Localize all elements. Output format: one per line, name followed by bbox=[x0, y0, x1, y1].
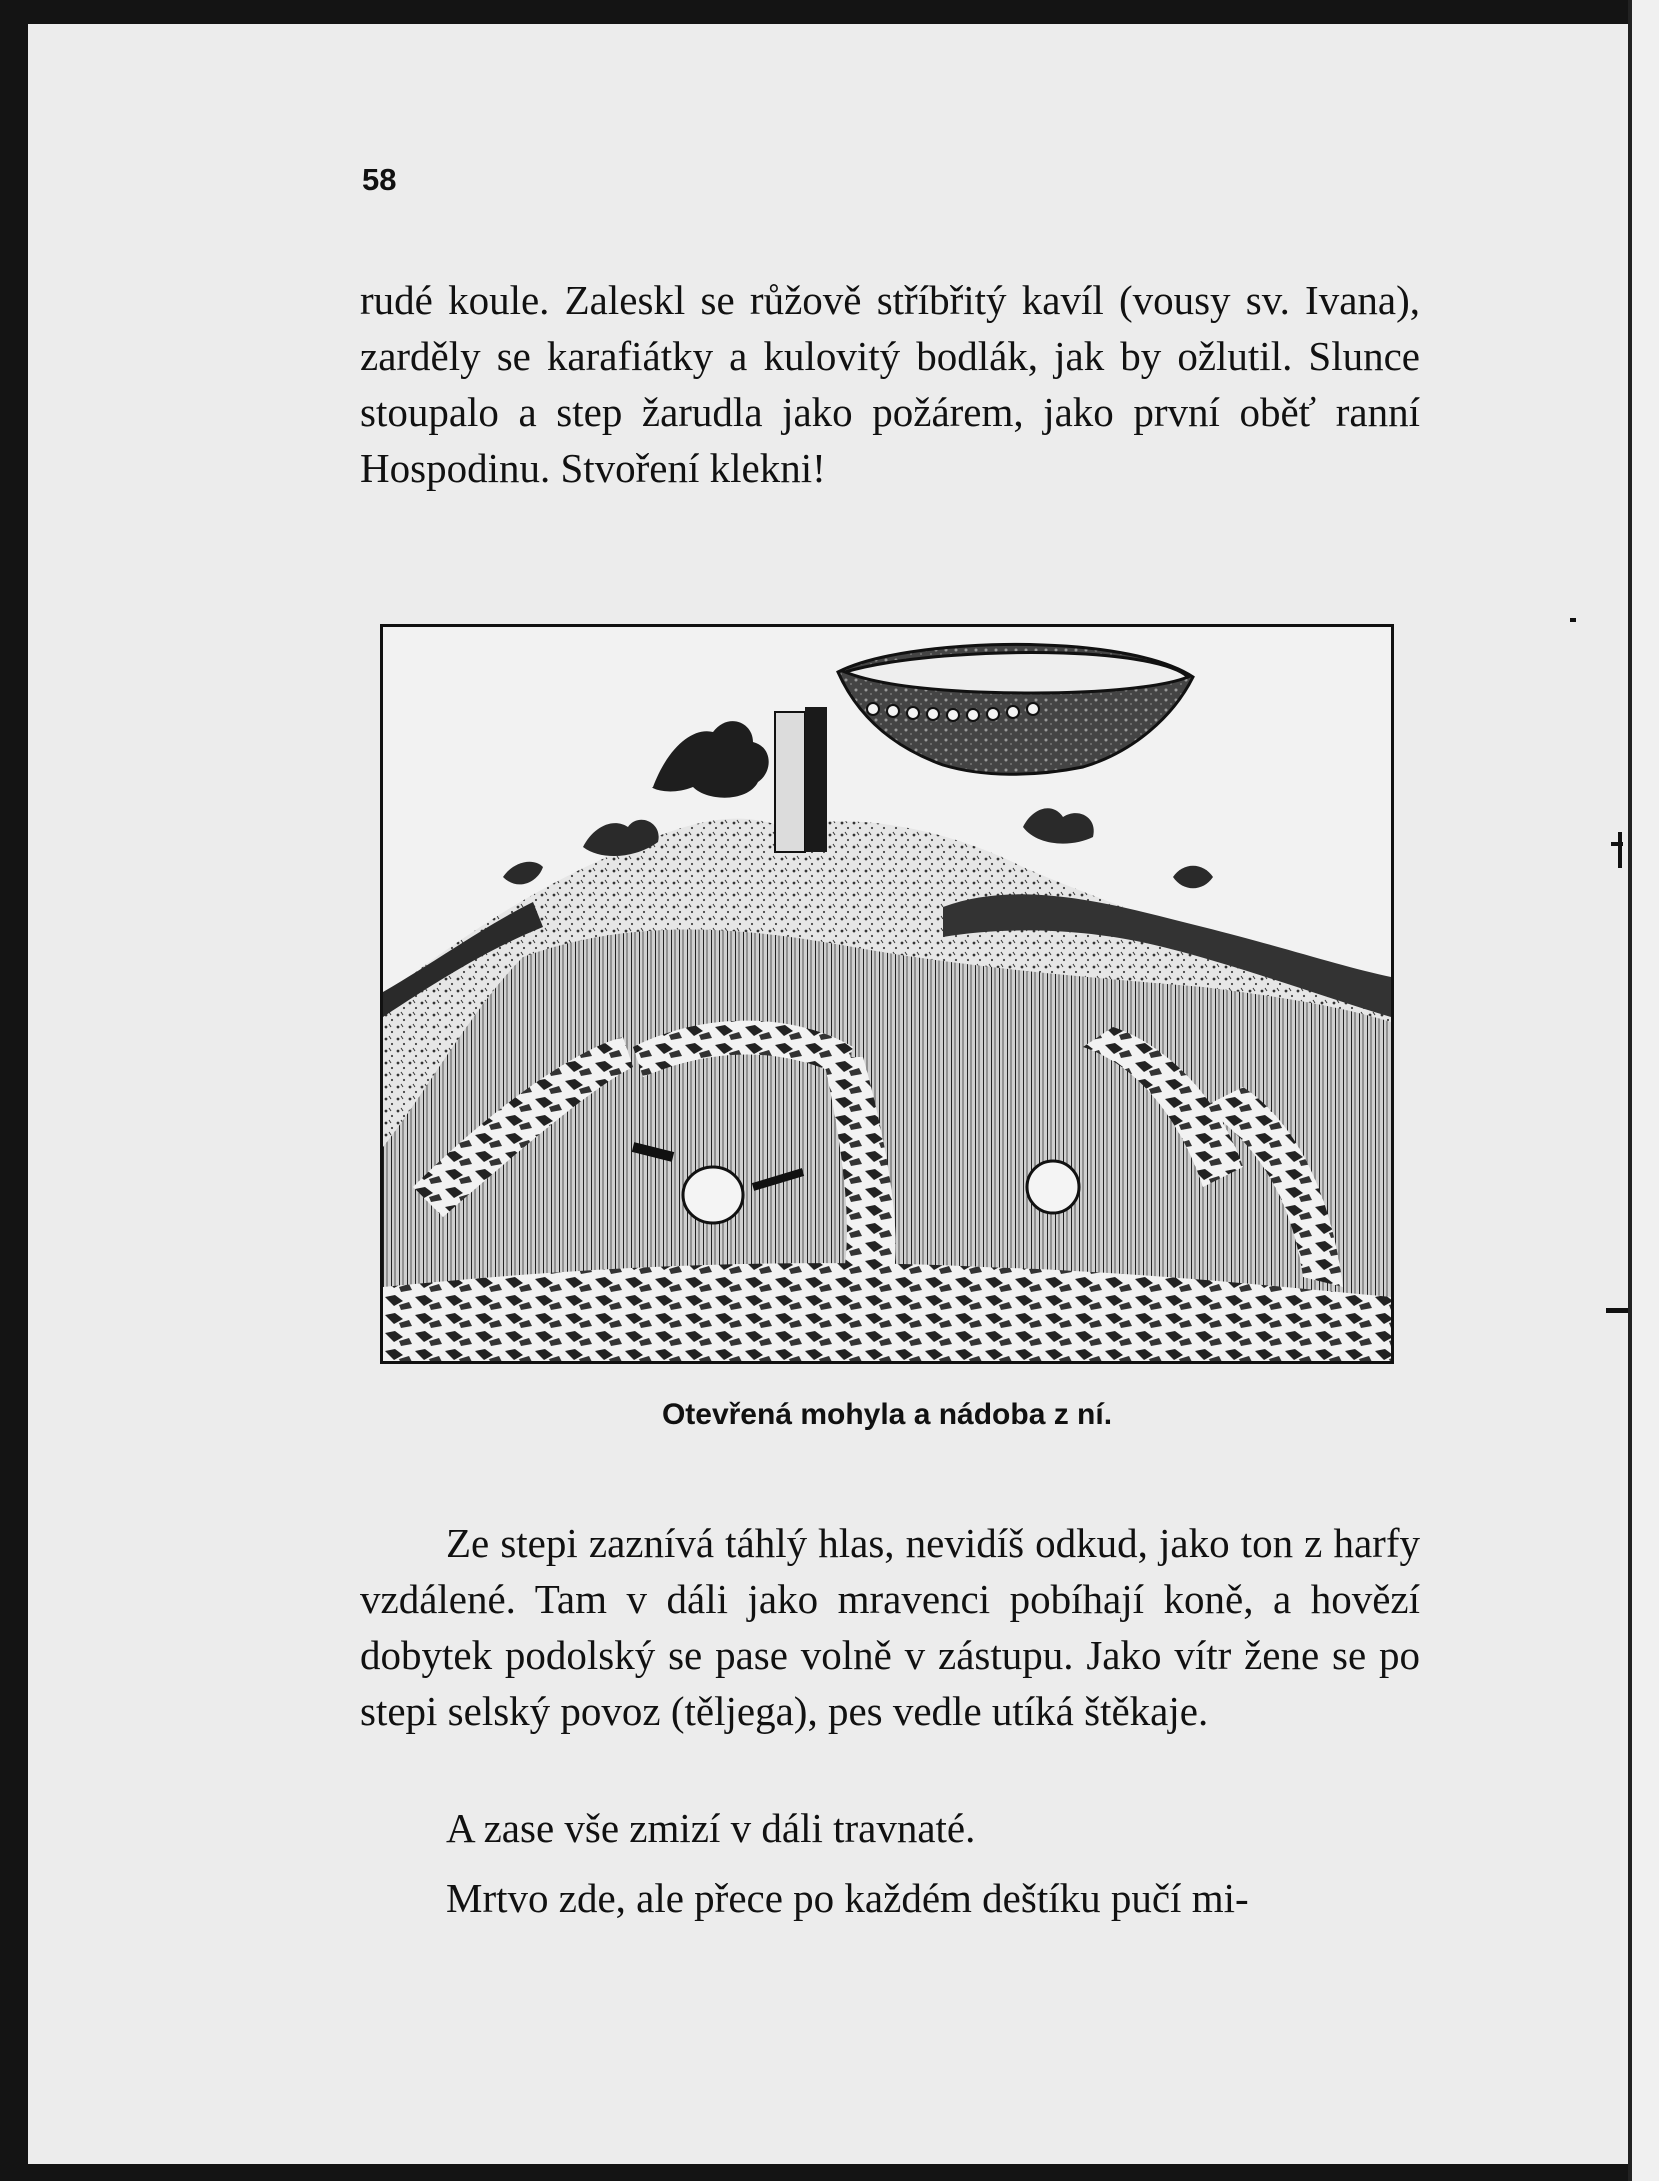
page-number: 58 bbox=[362, 162, 397, 197]
margin-mark bbox=[1618, 832, 1622, 868]
figure-engraving bbox=[380, 624, 1394, 1364]
facing-page-edge bbox=[1628, 0, 1659, 2181]
paragraph-opening: rudé koule. Zaleskl se růžově stříbřitý kavíl (vousy sv. Ivana), zarděly se karafiátky a kulovitý bodlák, jak by ožlutil. Slunce stoupalo a step žarudla jako požárem, jako první oběť ranní Hospodinu. Stvoření klekni! bbox=[360, 277, 1420, 491]
figure-caption: Otevřená mohyla a nádoba z ní. bbox=[661, 1398, 1113, 1431]
paragraph-body: Mrtvo zde, ale přece po každém deštíku pučí mi- bbox=[446, 1875, 1249, 1921]
page-edge-rule bbox=[1628, 0, 1632, 2181]
margin-mark bbox=[1570, 618, 1576, 622]
paragraph-body: Ze stepi zaznívá táhlý hlas, nevidíš odkud, jako ton z harfy vzdálené. Tam v dáli jako mravenci pobíhají koně, a hovězí dobytek podolský se pase volně v zástupu. Jako vítr žene se po stepi selský povoz (těljega), pes vedle utíká štěkaje. bbox=[360, 1520, 1420, 1734]
paragraph-body: A zase vše zmizí v dáli travnaté. bbox=[446, 1805, 976, 1851]
margin-mark bbox=[1606, 1308, 1628, 1313]
burial-mound-and-vessel-engraving-icon bbox=[383, 627, 1391, 1361]
